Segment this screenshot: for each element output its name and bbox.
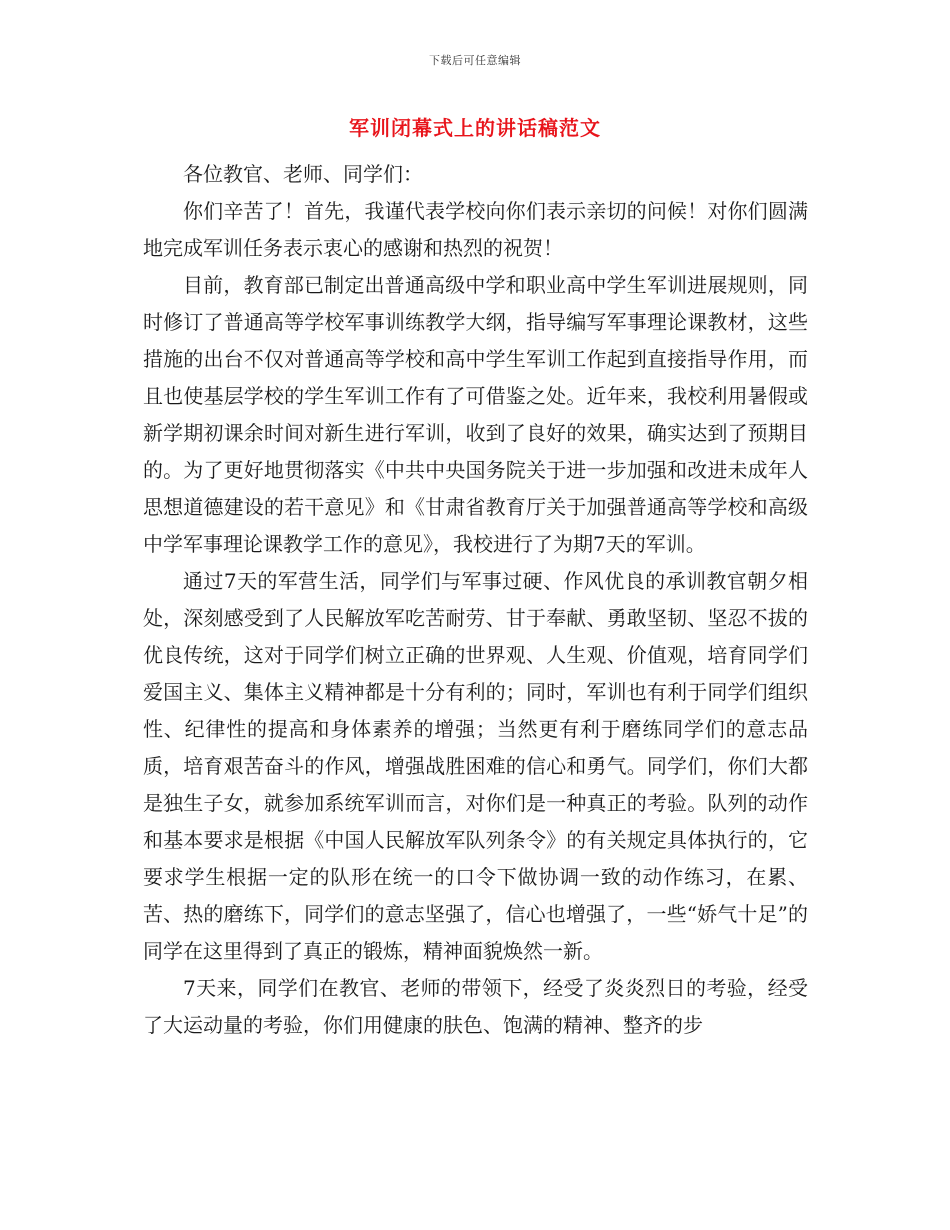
paragraph: 7天来，同学们在教官、老师的带领下，经受了炎炎烈日的考验，经受了大运动量的考验，你们用健康的肤色、饱满的精神、整齐的步: [143, 976, 808, 1037]
header-note: 下载后可任意编辑: [429, 54, 521, 67]
paragraph: 你们辛苦了！首先，我谨代表学校向你们表示亲切的问候！对你们圆满地完成军训任务表示衷心的感谢和热烈的祝贺！: [143, 199, 808, 260]
document-title: 军训闭幕式上的讲话稿范文: [349, 116, 601, 140]
paragraph: 通过7天的军营生活，同学们与军事过硬、作风优良的承训教官朝夕相处，深刻感受到了人民解放军吃苦耐劳、甘于奉献、勇敢坚韧、坚忍不拔的优良传统，这对于同学们树立正确的世界观、人生观、价值观，培育同学们爱国主义、集体主义精神都是十分有利的；同时，军训也有利于同学们组织性、纪律性的提高和身体素养的增强；当然更有利于磨练同学们的意志品质，培育艰苦奋斗的作风，增强战胜困难的信心和勇气。同学们，你们大都是独生子女，就参加系统军训而言，对你们是一种真正的考验。队列的动作和基本要求是根据《中国人民解放军队列条令》的有关规定具体执行的，它要求学生根据一定的队形在统一的口令下做协调一致的动作练习，在累、苦、热的磨练下，同学们的意志坚强了，信心也增强了，一些“娇气十足”的同学在这里得到了真正的锻炼，精神面貌焕然一新。: [143, 569, 808, 963]
paragraph: 目前，教育部已制定出普通高级中学和职业高中学生军训进展规则，同时修订了普通高等学校军事训练教学大纲，指导编写军事理论课教材，这些措施的出台不仅对普通高等学校和高中学生军训工作起到直接指导作用，而且也使基层学校的学生军训工作有了可借鉴之处。近年来，我校利用暑假或新学期初课余时间对新生进行军训，收到了良好的效果，确实达到了预期目的。为了更好地贯彻落实《中共中央国务院关于进一步加强和改进未成年人思想道德建设的若干意见》和《甘肃省教育厅关于加强普通高等学校和高级中学军事理论课教学工作的意见》，我校进行了为期7天的军训。: [143, 273, 808, 556]
document-body: [143, 156, 808, 1044]
paragraph-salutation: 各位教官、老师、同学们：: [183, 162, 423, 186]
